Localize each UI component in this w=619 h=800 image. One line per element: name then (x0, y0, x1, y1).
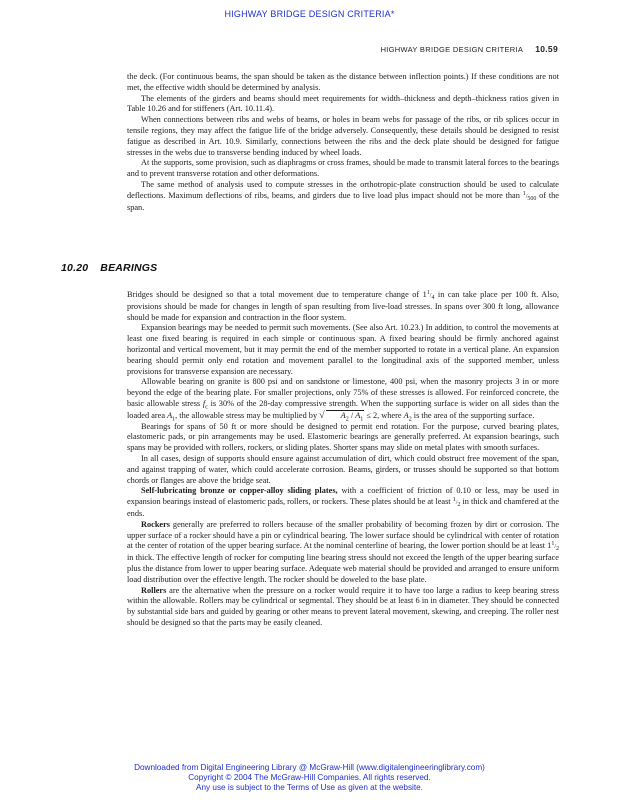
run-in-heading: Rollers (141, 585, 167, 595)
text-run: is the area of the supporting surface. (411, 410, 535, 420)
text-run: Allowable bearing on granite is 800 psi and on sandstone or limestone, 400 psi, when the masonry projects 3 in or more beyond the edge of the bearing plate. For smaller projections, only 75% of these stresses is allowed. For reinforced concrete, the basic allowable stress (127, 377, 559, 408)
paragraph: the deck. (For continuous beams, the span should be taken as the distance between inflection points.) If these conditions are not met, the effective width should be determined by analysis. (127, 72, 559, 92)
section-title: BEARINGS (100, 262, 158, 274)
paragraph: At the supports, some provision, such as diaphragms or cross frames, should be made to transmit lateral forces to the bearings and to prevent transverse rotation and other deformations. (127, 158, 559, 179)
text-run: in thick. The effective length of rocker for computing line bearing stress should not exceed the length of the upper bearing surface plus the distance from lower to upper bearing surface. Adequate web material should be provided and arranged to ensure uniform load distribution over the effective length. The rocker should be doweled to the base plate. (127, 553, 559, 584)
symbol-A: A (355, 410, 361, 420)
text-run: generally are preferred to rollers because of the smaller probability of becoming frozen by dirt or corrosion. The upper surface of a rocker should have a pin or cylindrical bearing. The lower surface should be cylindrical with center of rotation at the center of rotation of the upper bearing surface. At the nominal centerline of bearing, the lower portion should be at least 1 (127, 519, 559, 551)
run-in-heading: Self-lubricating bronze or copper-alloy sliding plates, (141, 486, 338, 496)
text-run: Bridges should be designed so that a total movement due to temperature change of 1 (127, 290, 427, 299)
text-run: in can take place per 100 ft. Also, provisions should be made for changes in length of span resulting from live-load stresses. In spans over 300 ft long, allowance should be made for expansion and contraction in the floor system. (127, 290, 559, 322)
paragraph-allowable-bearing (127, 377, 559, 421)
running-head (381, 44, 558, 54)
slash: / (348, 410, 356, 420)
fraction: $^1/_{500}$ (522, 190, 537, 202)
continued-text-column (127, 72, 559, 213)
paragraph-sliding-plates (127, 486, 559, 519)
paragraph-end-rotation: Bearings for spans of 50 ft or more should be designed to permit end rotation. For the purpose, curved bearing plates, elastomeric pads, or pin arrangements may be used. Elastomeric bearings are generally preferred. At expansion bearings, such spans may be provided with rollers, rockers, or sliding plates. Shorter spans may slide on metal plates with smooth surfaces. (127, 421, 559, 453)
text-run: in thick and chamfered at the ends. (127, 497, 559, 518)
section-number: 10.20 (61, 262, 89, 274)
subscript: 1 (360, 416, 364, 423)
fraction: $^1/_2$ (551, 541, 559, 553)
fraction: $^1/_2$ (452, 497, 461, 509)
symbol-A: A (403, 410, 409, 420)
footer-copyright-line: Copyright © 2004 The McGraw-Hill Companies. All rights reserved. (188, 772, 431, 782)
symbol-A: A (340, 410, 346, 420)
subscript: 1 (172, 416, 176, 423)
subscript: c (205, 404, 208, 411)
paragraph-expansion: Expansion bearings may be needed to permit such movements. (See also Art. 10.23.) In addition, to control the movements at least one fixed bearing is required in each simple or continuous span. A fixed bearing should be firmly anchored against horizontal and vertical movement, but it may permit the end of the member supported to rotate in a vertical plane. An expansion bearing should permit only end rotation and movement parallel to the longitudinal axis of the supported member, unless provisions for transverse expansion are necessary. (127, 323, 559, 376)
paragraph-dirt: In all cases, design of supports should ensure against accumulation of dirt, which could obstruct free movement of the span, and against trapping of water, which could accelerate corrosion. Beams, girders, or trusses should be supported so that bottom chords or flanges are above the bridge seat. (127, 453, 559, 485)
page-number: 10.59 (535, 44, 558, 54)
symbol-f: f (202, 398, 206, 408)
footer-download-line[interactable]: Downloaded from Digital Engineering Library @ McGraw-Hill (www.digitalengineeringlibrary.com) (134, 763, 485, 772)
fraction-numerator: 1 (551, 541, 555, 548)
fraction-numerator: 1 (426, 290, 430, 296)
fraction: $^1/_4$ (426, 290, 435, 302)
run-in-heading: Rockers (141, 519, 171, 529)
fraction-denominator: 2 (556, 546, 559, 553)
text-run: of the span. (127, 190, 559, 212)
text-run: , the allowable stress may be multiplied by (175, 410, 320, 420)
paragraph: When connections between ribs and webs of beams, or holes in beam webs for passage of the ribs, or rib splices occur in tensile regions, they may affect the fatigue life of the bridge adversely. Consequently, these details should be designed to resist fatigue as described in Art. 10.9. Similarly, connections between the ribs and the deck plate should be designed for fatigue stresses in the webs due to transverse bending induced by wheel loads. (127, 115, 559, 157)
text-run: are the alternative when the pressure on a rocker would require it to have too large a radius to keep bearing stress within the allowable. Rollers may be cylindrical or segmental. They should be at least 6 in in diameter. They should be connected by substantial side bars and guided by gearing or other means to prevent lateral movement, skewing, and creeping. The roller nest should be designed so that the parts may be easily cleaned. (127, 585, 559, 627)
subscript: 2 (345, 416, 349, 423)
symbol-A: A (167, 410, 173, 420)
paragraph-rockers (127, 520, 559, 586)
paragraph-deflection (127, 180, 559, 213)
fraction-denominator: 500 (527, 195, 537, 202)
text-run: with a coefficient of friction of 0.10 or less, may be used in expansion bearings instead of elastomeric pads, rollers, or rockers. These plates should be at least (127, 486, 559, 507)
fraction-numerator: 1 (522, 190, 526, 197)
bearings-text-column (127, 290, 559, 629)
text-run: The same method of analysis used to compute stresses in the orthotropic-plate construction should be used to calculate deflections. Maximum deflections of ribs, beams, and girders due to live load plus impact should not be more than (127, 179, 559, 200)
radical-sign: √ (319, 409, 325, 421)
paragraph-rollers (127, 586, 559, 629)
text-run: is 30% of the 28-day compressive strength. When the supporting surface is wider on all sides than the loaded area (127, 398, 559, 420)
text-run: ≤ 2, where (364, 410, 404, 420)
fraction-denominator: 4 (431, 295, 435, 302)
fraction-numerator: 1 (452, 497, 456, 504)
radicand (326, 410, 365, 423)
subscript: 2 (408, 416, 412, 423)
footer-terms-line[interactable]: Any use is subject to the Terms of Use as given at the website. (196, 782, 423, 792)
section-heading (61, 262, 157, 274)
paragraph: The elements of the girders and beams should meet requirements for width–thickness and depth–thickness ratios given in Table 10.26 and for stiffeners (Art. 10.11.4). (127, 93, 559, 114)
running-head-title: HIGHWAY BRIDGE DESIGN CRITERIA (380, 45, 524, 54)
fraction-denominator: 2 (457, 502, 461, 509)
paragraph-temperature (127, 290, 559, 323)
top-banner-title: HIGHWAY BRIDGE DESIGN CRITERIA* (224, 9, 395, 19)
download-footer (0, 763, 619, 792)
